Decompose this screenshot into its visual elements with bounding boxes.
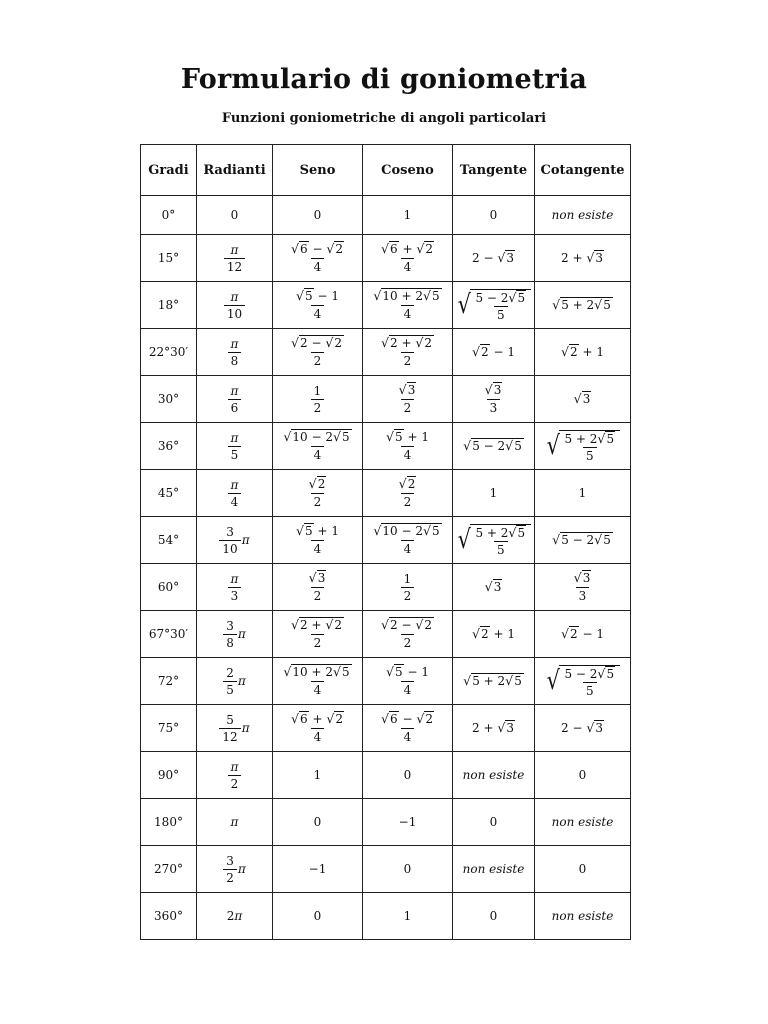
cosine-cell: $\frac{√2 - √2}{2}$ <box>363 611 453 658</box>
sine-cell: $\frac{√2 + √2}{2}$ <box>273 611 363 658</box>
cotangent-cell: √ $\frac{5 + 2√5}{5}$ <box>535 423 631 470</box>
cosine-cell: 1 <box>363 893 453 940</box>
table-row <box>141 282 631 329</box>
cosine-cell: $\frac{√10 - 2√5}{4}$ <box>363 517 453 564</box>
cotangent-cell: $\frac{√3}{3}$ <box>535 564 631 611</box>
page-title: Formulario di goniometria <box>180 64 588 95</box>
sine-cell: $\frac{√2}{2}$ <box>273 470 363 517</box>
sine-cell: 0 <box>273 799 363 846</box>
radians-cell: $\frac{5}{12}$ π <box>197 705 273 752</box>
table-row <box>141 329 631 376</box>
table-row <box>141 517 631 564</box>
tangent-cell: non esiste <box>453 752 535 799</box>
tangent-cell: 0 <box>453 799 535 846</box>
table-row <box>141 799 631 846</box>
tangent-cell: $\frac{√3}{3}$ <box>453 376 535 423</box>
sine-cell: −1 <box>273 846 363 893</box>
cotangent-cell: non esiste <box>535 799 631 846</box>
tangent-cell: 0 <box>453 196 535 235</box>
cotangent-cell: √2 + 1 <box>535 329 631 376</box>
degrees-cell: 72° <box>141 658 197 705</box>
degrees-cell: 30° <box>141 376 197 423</box>
tangent-cell: √2 + 1 <box>453 611 535 658</box>
radians-cell: $\frac{3}{10}$ π <box>197 517 273 564</box>
table-row <box>141 846 631 893</box>
cotangent-cell: √3 <box>535 376 631 423</box>
degrees-cell: 54° <box>141 517 197 564</box>
header-radianti: Radianti <box>197 145 273 196</box>
degrees-cell: 45° <box>141 470 197 517</box>
cosine-cell: −1 <box>363 799 453 846</box>
radians-cell: $\frac{2}{5}$ π <box>197 658 273 705</box>
sine-cell: $\frac{1}{2}$ <box>273 376 363 423</box>
tangent-cell: √5 + 2√5 <box>453 658 535 705</box>
tangent-cell: √ $\frac{5 + 2√5}{5}$ <box>453 517 535 564</box>
radians-cell: $\frac{\pi}{2}$ <box>197 752 273 799</box>
radians-cell: $\frac{\pi}{3}$ <box>197 564 273 611</box>
tangent-cell: √5 − 2√5 <box>453 423 535 470</box>
cosine-cell: $\frac{√6 - √2}{4}$ <box>363 705 453 752</box>
tangent-cell: √3 <box>453 564 535 611</box>
radians-cell: $\frac{\pi}{6}$ <box>197 376 273 423</box>
cosine-cell: $\frac{√2}{2}$ <box>363 470 453 517</box>
cosine-cell: 0 <box>363 752 453 799</box>
sine-cell: $\frac{√2 - √2}{2}$ <box>273 329 363 376</box>
cosine-cell: $\frac{√6 + √2}{4}$ <box>363 235 453 282</box>
sine-cell: $\frac{√5 - 1}{4}$ <box>273 282 363 329</box>
table-row <box>141 235 631 282</box>
cosine-cell: $\frac{1}{2}$ <box>363 564 453 611</box>
radians-cell: $\frac{\pi}{10}$ <box>197 282 273 329</box>
table-row <box>141 564 631 611</box>
degrees-cell: 75° <box>141 705 197 752</box>
page-subtitle: Funzioni goniometriche di angoli particolari <box>221 111 547 126</box>
cosine-cell: 1 <box>363 196 453 235</box>
table-header-row <box>141 145 631 196</box>
degrees-cell: 90° <box>141 752 197 799</box>
tangent-cell: 0 <box>453 893 535 940</box>
cotangent-cell: non esiste <box>535 893 631 940</box>
cotangent-cell: non esiste <box>535 196 631 235</box>
tangent-cell: non esiste <box>453 846 535 893</box>
cosine-cell: $\frac{√10 + 2√5}{4}$ <box>363 282 453 329</box>
trig-table <box>140 144 631 940</box>
radians-cell: 0 <box>197 196 273 235</box>
degrees-cell: 15° <box>141 235 197 282</box>
cotangent-cell: √5 − 2√5 <box>535 517 631 564</box>
degrees-cell: 360° <box>141 893 197 940</box>
sine-cell: $\frac{√6 + √2}{4}$ <box>273 705 363 752</box>
table-row <box>141 893 631 940</box>
sine-cell: $\frac{√10 + 2√5}{4}$ <box>273 658 363 705</box>
sine-cell: $\frac{√5 + 1}{4}$ <box>273 517 363 564</box>
sine-cell: 1 <box>273 752 363 799</box>
degrees-cell: 0° <box>141 196 197 235</box>
radians-cell: 2π <box>197 893 273 940</box>
sine-cell: $\frac{√6 - √2}{4}$ <box>273 235 363 282</box>
degrees-cell: 67°30′ <box>141 611 197 658</box>
cotangent-cell: √ $\frac{5 - 2√5}{5}$ <box>535 658 631 705</box>
degrees-cell: 270° <box>141 846 197 893</box>
header-cotangente: Cotangente <box>535 145 631 196</box>
sine-cell: $\frac{√3}{2}$ <box>273 564 363 611</box>
header-seno: Seno <box>273 145 363 196</box>
radians-cell: $\frac{3}{8}$ π <box>197 611 273 658</box>
tangent-cell: √2 − 1 <box>453 329 535 376</box>
tangent-cell: 2 − √3 <box>453 235 535 282</box>
cosine-cell: $\frac{√5 - 1}{4}$ <box>363 658 453 705</box>
cosine-cell: $\frac{√2 + √2}{2}$ <box>363 329 453 376</box>
radians-cell: π <box>197 799 273 846</box>
cotangent-cell: 2 + √3 <box>535 235 631 282</box>
radians-cell: $\frac{\pi}{12}$ <box>197 235 273 282</box>
cosine-cell: $\frac{√5 + 1}{4}$ <box>363 423 453 470</box>
tangent-cell: √ $\frac{5 - 2√5}{5}$ <box>453 282 535 329</box>
table-row <box>141 658 631 705</box>
cotangent-cell: 0 <box>535 752 631 799</box>
sine-cell: 0 <box>273 196 363 235</box>
table-row <box>141 611 631 658</box>
degrees-cell: 22°30′ <box>141 329 197 376</box>
cotangent-cell: 0 <box>535 846 631 893</box>
cotangent-cell: 1 <box>535 470 631 517</box>
radians-cell: $\frac{\pi}{5}$ <box>197 423 273 470</box>
degrees-cell: 18° <box>141 282 197 329</box>
cotangent-cell: 2 − √3 <box>535 705 631 752</box>
tangent-cell: 1 <box>453 470 535 517</box>
radians-cell: $\frac{3}{2}$ π <box>197 846 273 893</box>
radians-cell: $\frac{\pi}{4}$ <box>197 470 273 517</box>
cosine-cell: $\frac{√3}{2}$ <box>363 376 453 423</box>
tangent-cell: 2 + √3 <box>453 705 535 752</box>
table-row <box>141 752 631 799</box>
header-coseno: Coseno <box>363 145 453 196</box>
table-row <box>141 376 631 423</box>
degrees-cell: 60° <box>141 564 197 611</box>
cotangent-cell: √5 + 2√5 <box>535 282 631 329</box>
sine-cell: $\frac{√10 - 2√5}{4}$ <box>273 423 363 470</box>
radians-cell: $\frac{\pi}{8}$ <box>197 329 273 376</box>
degrees-cell: 180° <box>141 799 197 846</box>
degrees-cell: 36° <box>141 423 197 470</box>
sine-cell: 0 <box>273 893 363 940</box>
table-row <box>141 196 631 235</box>
cotangent-cell: √2 − 1 <box>535 611 631 658</box>
table-row <box>141 705 631 752</box>
cosine-cell: 0 <box>363 846 453 893</box>
table-row <box>141 423 631 470</box>
header-tangente: Tangente <box>453 145 535 196</box>
table-row <box>141 470 631 517</box>
header-gradi: Gradi <box>141 145 197 196</box>
